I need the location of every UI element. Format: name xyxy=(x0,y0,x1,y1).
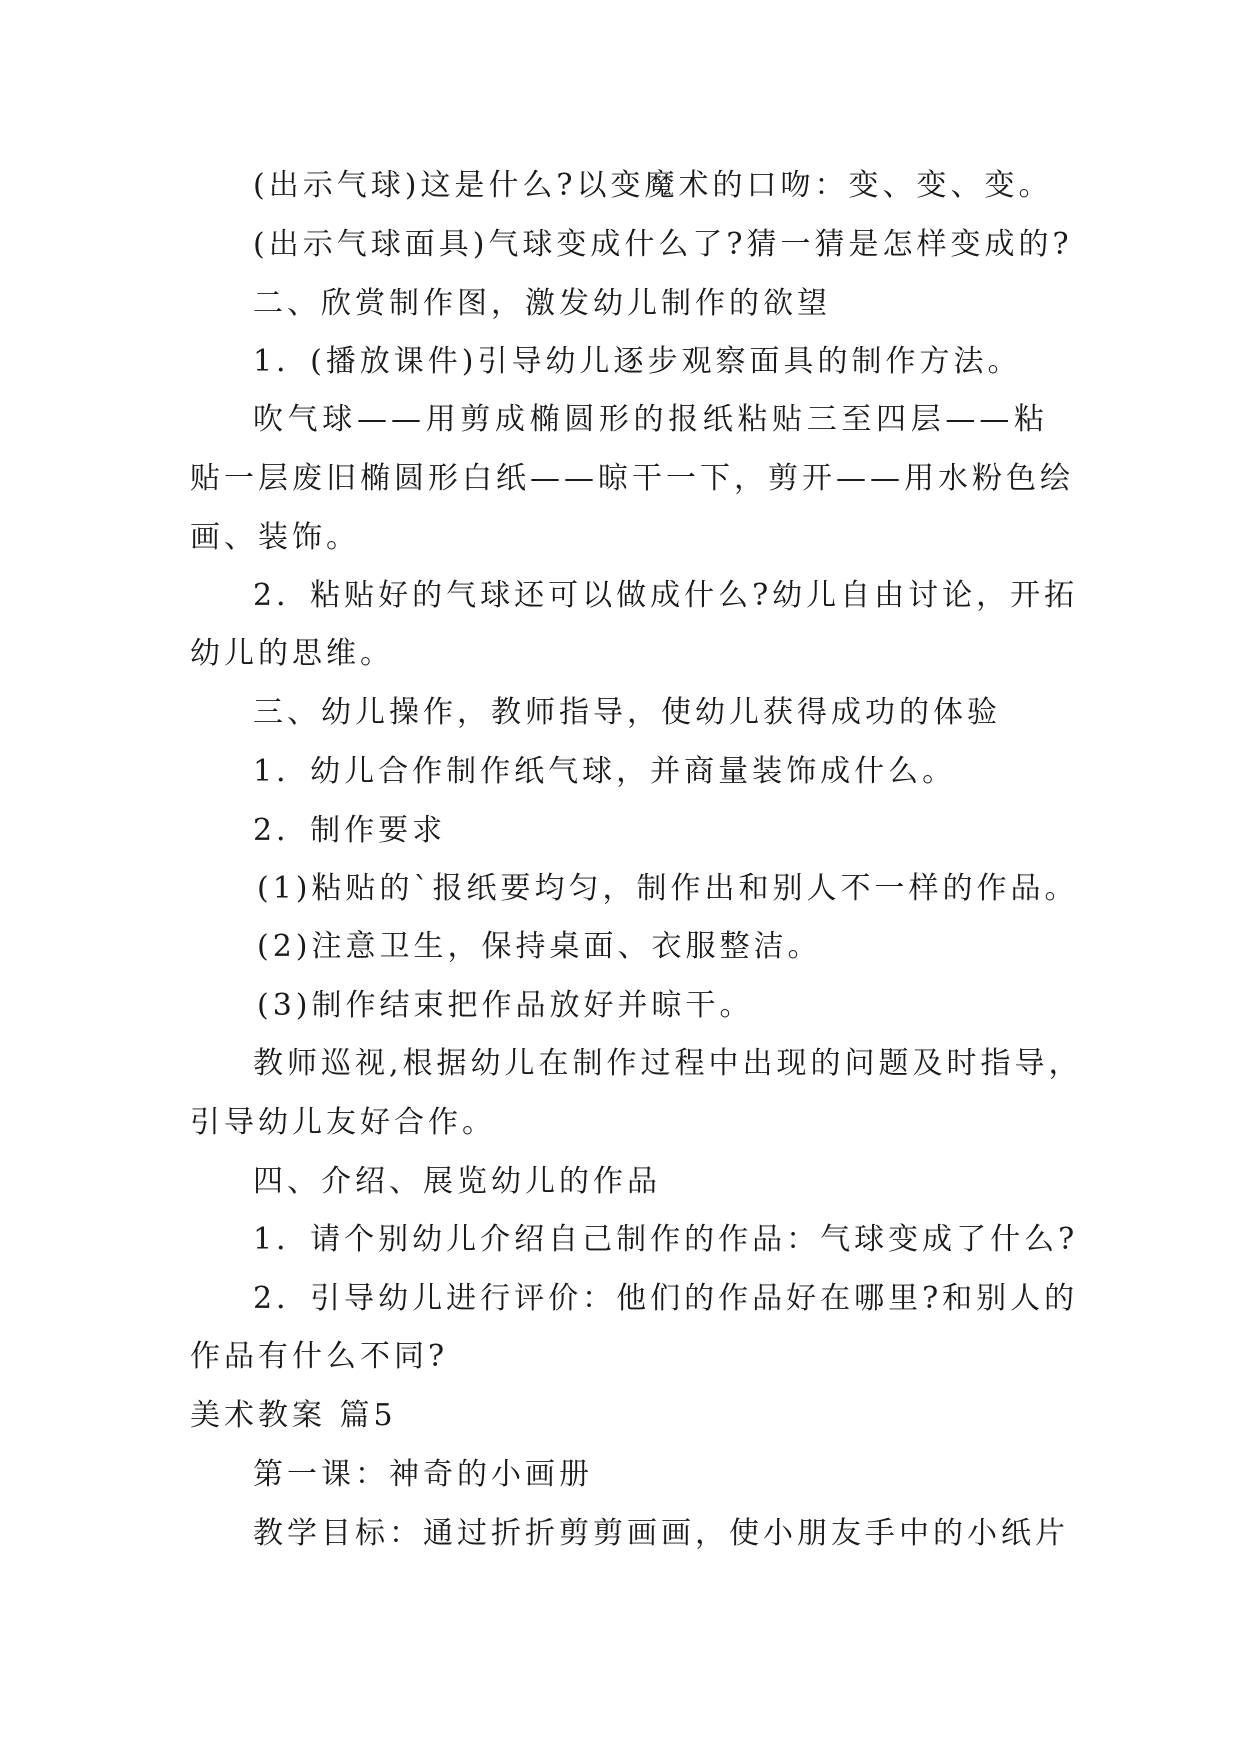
paragraph-line: (出示气球)这是什么?以变魔术的口吻：变、变、变。 xyxy=(253,168,1053,203)
paragraph-line: 1．(播放课件)引导幼儿逐步观察面具的制作方法。 xyxy=(253,344,1022,379)
paragraph-line: (出示气球面具)气球变成什么了?猜一猜是怎样变成的? xyxy=(253,227,1073,262)
lesson-title: 第一课：神奇的小画册 xyxy=(253,1457,593,1492)
paragraph-line: 教师巡视,根据幼儿在制作过程中出现的问题及时指导， xyxy=(253,1046,1083,1081)
paragraph-line: 2．引导幼儿进行评价：他们的作品好在哪里?和别人的 xyxy=(253,1281,1079,1316)
paragraph-line: 引导幼儿友好合作。 xyxy=(190,1105,496,1140)
section-heading: 二、欣赏制作图，激发幼儿制作的欲望 xyxy=(253,286,831,321)
paragraph-line: 作品有什么不同? xyxy=(190,1339,449,1374)
article-heading: 美术教案 篇5 xyxy=(190,1398,397,1433)
paragraph-line: 幼儿的思维。 xyxy=(190,636,394,671)
list-item: (1)粘贴的`报纸要均匀，制作出和别人不一样的作品。 xyxy=(257,871,1079,906)
paragraph-line: 吹气球——用剪成椭圆形的报纸粘贴三至四层——粘 xyxy=(253,402,1048,437)
paragraph-line: 1．幼儿合作制作纸气球，并商量装饰成什么。 xyxy=(253,754,957,789)
paragraph-line: 1．请个别幼儿介绍自己制作的作品：气球变成了什么? xyxy=(253,1222,1079,1257)
list-item: (2)注意卫生，保持桌面、衣服整洁。 xyxy=(257,929,822,964)
section-heading: 四、介绍、展览幼儿的作品 xyxy=(253,1164,661,1199)
paragraph-line: 2．粘贴好的气球还可以做成什么?幼儿自由讨论，开拓 xyxy=(253,578,1079,613)
paragraph-line: 画、装饰。 xyxy=(190,520,360,555)
paragraph-line: 2．制作要求 xyxy=(253,813,447,848)
section-heading: 三、幼儿操作，教师指导，使幼儿获得成功的体验 xyxy=(253,695,1001,730)
paragraph-line: 贴一层废旧椭圆形白纸——晾干一下，剪开——用水粉色绘 xyxy=(190,461,1074,496)
paragraph-line: 教学目标：通过折折剪剪画画，使小朋友手中的小纸片 xyxy=(253,1516,1069,1551)
list-item: (3)制作结束把作品放好并晾干。 xyxy=(257,988,754,1023)
